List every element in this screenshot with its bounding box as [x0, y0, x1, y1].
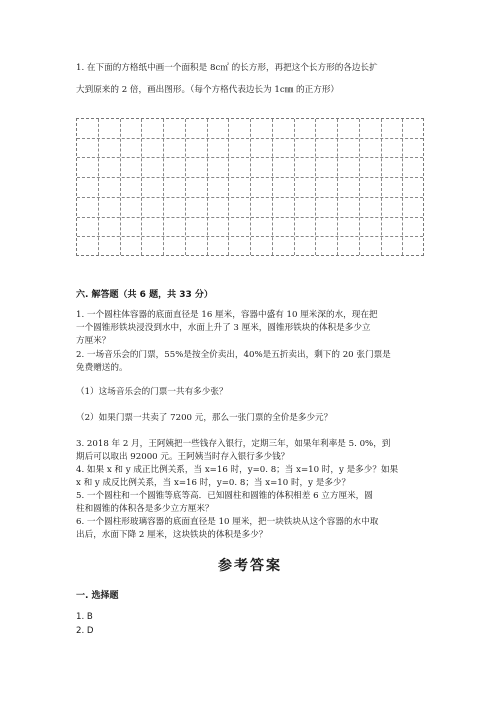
grid-vertical-line	[359, 119, 360, 255]
answer-item-1: 1. B	[76, 612, 93, 622]
problem6-line1: 6. 一个圆柱形玻璃容器的底面直径是 10 厘米，把一块铁块从这个容器的水中取	[76, 517, 379, 527]
grid-vertical-line	[337, 119, 338, 255]
grid-vertical-line	[402, 119, 403, 255]
problem4-line2: x 和 y 成反比例关系，当 x=16 时，y=0. 8；当 x=10 时，y 是多少？	[76, 478, 351, 488]
problem3-line1: 3. 2018 年 2 月，王阿姨把一些钱存入银行，定期三年，如果年利率是 5. 0%，到	[76, 439, 391, 449]
grid-vertical-line	[315, 119, 316, 255]
problem5-line1: 5. 一个圆柱和一个圆锥等底等高．已知圆柱和圆锥的体积相差 6 立方厘米，圆	[76, 491, 373, 501]
problem1-line2: 一个圆锥形铁块浸没到水中，水面上升了 3 厘米，圆锥形铁块的体积是多少立	[76, 323, 371, 333]
answer-key-title: 参考答案	[218, 558, 282, 574]
grid-horizontal-line	[77, 236, 423, 237]
problem2-sub2: （2）如果门票一共卖了 7200 元，那么一张门票的全价是多少元？	[76, 413, 333, 423]
answers-section1-title: 一. 选择题	[76, 591, 119, 601]
grid-horizontal-line	[77, 157, 423, 158]
problem1-line3: 方厘米？	[76, 336, 111, 346]
section6-title: 六. 解答题（共 6 题，共 33 分）	[76, 290, 213, 300]
grid-vertical-line	[381, 119, 382, 255]
grid-vertical-line	[207, 119, 208, 255]
grid-vertical-line	[163, 119, 164, 255]
grid-horizontal-line	[77, 197, 423, 198]
grid-vertical-line	[185, 119, 186, 255]
problem5-line2: 柱和圆锥的体积各是多少立方厘米？	[76, 504, 214, 514]
problem1-line1: 1. 一个圆柱体容器的底面直径是 16 厘米，容器中盛有 10 厘米深的水，现在把	[76, 310, 378, 320]
q1-line2: 大到原来的 2 倍，画出图形。（每个方格代表边长为 1c㎜ 的正方形）	[76, 85, 340, 95]
grid-vertical-line	[272, 119, 273, 255]
grid-vertical-line	[294, 119, 295, 255]
problem2-line1: 2. 一场音乐会的门票，55%是按全价卖出，40%是五折卖出，剩下的 20 张门票是	[76, 350, 391, 360]
grid-vertical-line	[250, 119, 251, 255]
square-grid-paper	[76, 118, 424, 256]
q1-line1: 1. 在下面的方格纸中画一个面积是 8c㎡ 的长方形，再把这个长方形的各边长扩	[76, 63, 378, 73]
problem2-sub1: （1）这场音乐会的门票一共有多少张？	[76, 387, 228, 397]
grid-vertical-line	[120, 119, 121, 255]
grid-horizontal-line	[77, 177, 423, 178]
problem3-line2: 期后可以取出 92000 元。王阿姨当时存入银行多少钱？	[76, 452, 290, 462]
answer-item-2: 2. D	[76, 626, 94, 636]
problem2-line2: 免费赠送的。	[76, 363, 128, 373]
grid-horizontal-line	[77, 217, 423, 218]
grid-vertical-line	[98, 119, 99, 255]
problem6-line2: 出后，水面下降 2 厘米，这块铁块的体积是多少？	[76, 530, 268, 540]
grid-vertical-line	[141, 119, 142, 255]
grid-vertical-line	[228, 119, 229, 255]
grid-horizontal-line	[77, 138, 423, 139]
problem4-line1: 4. 如果 x 和 y 成正比例关系，当 x=16 时，y=0. 8；当 x=10 时，y 是多少？如果	[76, 465, 399, 475]
